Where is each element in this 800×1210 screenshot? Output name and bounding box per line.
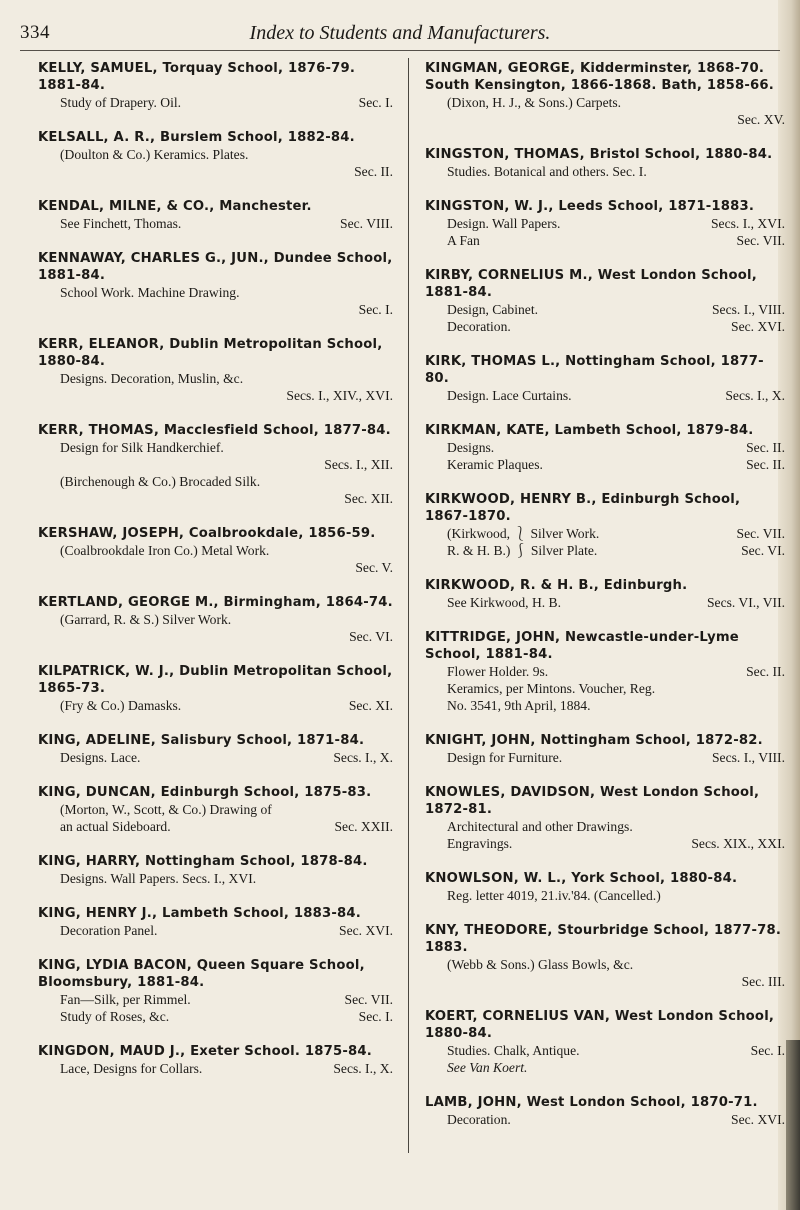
entry-line — [425, 387, 785, 404]
section-ref: Secs. I., XII. — [324, 457, 393, 472]
index-entry — [425, 146, 785, 180]
entry-heading: KERTLAND, GEORGE M., Birmingham, 1864-74. — [38, 595, 393, 610]
index-entry — [425, 422, 785, 473]
index-entry — [425, 267, 785, 335]
entry-line — [425, 1042, 785, 1059]
entry-text: See Finchett, Thomas. — [60, 216, 182, 231]
section-ref: Sec. I. — [358, 95, 393, 110]
entry-heading: KINGMAN, GEORGE, Kidderminster, 1868-70. South Kensington, 1866-1868. Bath, 1858-66. — [425, 61, 774, 93]
header-rule — [20, 50, 780, 51]
index-entry — [425, 577, 785, 611]
index-entry — [38, 853, 393, 887]
entry-text: R. & H. B.) ⎰ Silver Plate. — [447, 543, 598, 558]
index-entry — [38, 732, 393, 766]
entry-heading: KELSALL, A. R., Burslem School, 1882-84. — [38, 130, 355, 145]
index-entry — [425, 1094, 785, 1128]
entry-heading: KING, HARRY, Nottingham School, 1878-84. — [38, 854, 368, 869]
index-entry — [38, 957, 393, 1025]
section-ref: Sec. VI. — [741, 543, 785, 558]
entry-line — [38, 1060, 393, 1077]
entry-line — [425, 456, 785, 473]
section-ref: Sec. I. — [358, 302, 393, 317]
entry-text: Study of Roses, &c. — [60, 1009, 170, 1024]
section-ref: Sec. V. — [355, 560, 393, 575]
entry-line: Keramics, per Mintons. Voucher, Reg. — [447, 681, 656, 696]
entry-line: (Dixon, H. J., & Sons.) Carpets. — [447, 95, 622, 110]
entry-line — [38, 1008, 393, 1025]
index-entry — [38, 784, 393, 835]
index-entry — [38, 60, 393, 111]
entry-heading: KITTRIDGE, JOHN, Newcastle-under-Lyme School, 1881-84. — [425, 630, 739, 662]
entry-line: Reg. letter 4019, 21.iv.'84. (Cancelled.) — [447, 888, 661, 903]
entry-heading: KIRK, THOMAS L., Nottingham School, 1877-80. — [425, 354, 764, 386]
entry-line: Designs. Wall Papers. Secs. I., XVI. — [60, 871, 257, 886]
entry-text: Engravings. — [447, 836, 513, 851]
index-entry — [425, 784, 785, 852]
index-entry — [38, 336, 393, 404]
entry-heading: KNIGHT, JOHN, Nottingham School, 1872-82. — [425, 733, 763, 748]
index-entry — [38, 594, 393, 645]
section-ref: Sec. XVI. — [731, 1112, 785, 1127]
entry-heading: KIRKMAN, KATE, Lambeth School, 1879-84. — [425, 423, 754, 438]
entry-line — [425, 232, 785, 249]
entry-heading: KINGSTON, THOMAS, Bristol School, 1880-84. — [425, 147, 773, 162]
section-ref: Sec. I. — [358, 1009, 393, 1024]
entry-line — [425, 439, 785, 456]
entry-line: Design for Silk Handkerchief. — [60, 440, 224, 455]
entry-line — [425, 525, 785, 542]
entry-line — [425, 749, 785, 766]
running-title: Index to Students and Manufacturers. — [249, 22, 551, 44]
entry-heading: KING, DUNCAN, Edinburgh School, 1875-83. — [38, 785, 372, 800]
index-entry — [38, 422, 393, 507]
entry-text: Fan—Silk, per Rimmel. — [60, 992, 191, 1007]
entry-line: No. 3541, 9th April, 1884. — [447, 698, 591, 713]
entry-heading: KIRBY, CORNELIUS M., West London School, 1881-84. — [425, 268, 757, 300]
entry-line — [425, 301, 785, 318]
column-divider — [408, 58, 409, 1153]
entry-line — [425, 835, 785, 852]
entry-text: Design for Furniture. — [447, 750, 563, 765]
index-entry — [38, 198, 393, 232]
entry-line — [425, 215, 785, 232]
entry-text: Design. Lace Curtains. — [447, 388, 572, 403]
entry-text: Study of Drapery. Oil. — [60, 95, 182, 110]
entry-text: Decoration. — [447, 319, 511, 334]
section-ref: Sec. II. — [354, 164, 393, 179]
index-entry — [425, 60, 785, 128]
entry-text: Flower Holder. 9s. — [447, 664, 549, 679]
entry-heading: KILPATRICK, W. J., Dublin Metropolitan School, 1865-73. — [38, 664, 393, 696]
entry-text: Decoration. — [447, 1112, 511, 1127]
entry-text: (Fry & Co.) Damasks. — [60, 698, 182, 713]
section-ref: Sec. VI. — [349, 629, 393, 644]
entry-text: Design. Wall Papers. — [447, 216, 561, 231]
index-entry — [425, 491, 785, 559]
index-entry — [38, 1043, 393, 1077]
section-ref: Secs. I., X. — [333, 1061, 393, 1076]
index-entry — [425, 353, 785, 404]
section-ref: Sec. XII. — [344, 491, 393, 506]
section-ref: Secs. VI., VII. — [706, 595, 785, 610]
section-ref: Sec. VII. — [736, 233, 785, 248]
entry-line — [425, 594, 785, 611]
index-entry — [425, 1008, 785, 1076]
entry-line: (Doulton & Co.) Keramics. Plates. — [60, 147, 249, 162]
entry-heading: KING, LYDIA BACON, Queen Square School, Bloomsbury, 1881-84. — [38, 958, 365, 990]
entry-line: Studies. Botanical and others. Sec. I. — [447, 164, 647, 179]
page-header — [20, 22, 780, 44]
entry-heading: KIRKWOOD, R. & H. B., Edinburgh. — [425, 578, 688, 593]
entry-heading: KERSHAW, JOSEPH, Coalbrookdale, 1856-59. — [38, 526, 376, 541]
entry-text: A Fan — [447, 233, 480, 248]
entry-line: School Work. Machine Drawing. — [60, 285, 240, 300]
entry-heading: KINGSTON, W. J., Leeds School, 1871-1883. — [425, 199, 755, 214]
section-ref: Secs. I., X. — [725, 388, 785, 403]
index-entry — [425, 732, 785, 766]
entry-heading: KINGDON, MAUD J., Exeter School. 1875-84. — [38, 1044, 372, 1059]
section-ref: Secs. I., XIV., XVI. — [286, 388, 393, 403]
entry-line: (Webb & Sons.) Glass Bowls, &c. — [447, 957, 634, 972]
section-ref: Sec. XVI. — [339, 923, 393, 938]
right-column — [425, 60, 785, 1190]
section-ref: Sec. II. — [746, 457, 785, 472]
section-ref: Sec. I. — [750, 1043, 785, 1058]
entry-heading: KIRKWOOD, HENRY B., Edinburgh School, 1867-1870. — [425, 492, 741, 524]
entry-heading: KOERT, CORNELIUS VAN, West London School, 1880-84. — [425, 1009, 775, 1041]
section-ref: Sec. XV. — [737, 112, 785, 127]
entry-heading: KNOWLES, DAVIDSON, West London School, 1872-81. — [425, 785, 760, 817]
entry-line: (Coalbrookdale Iron Co.) Metal Work. — [60, 543, 270, 558]
entry-line: See Van Koert. — [447, 1060, 528, 1075]
entry-heading: KNY, THEODORE, Stourbridge School, 1877-78. 1883. — [425, 923, 782, 955]
entry-line — [425, 1111, 785, 1128]
section-ref: Sec. III. — [741, 974, 785, 989]
section-ref: Sec. XVI. — [731, 319, 785, 334]
entry-line — [38, 94, 393, 111]
index-entry — [38, 663, 393, 714]
entry-text: Studies. Chalk, Antique. — [447, 1043, 580, 1058]
entry-text: Lace, Designs for Collars. — [60, 1061, 203, 1076]
entry-heading: KERR, THOMAS, Macclesfield School, 1877-84. — [38, 423, 391, 438]
entry-line — [38, 922, 393, 939]
section-ref: Secs. I., X. — [333, 750, 393, 765]
entry-heading: KELLY, SAMUEL, Torquay School, 1876-79. 1881-84. — [38, 61, 356, 93]
entry-line — [38, 991, 393, 1008]
index-entry — [38, 129, 393, 180]
entry-line: Designs. Decoration, Muslin, &c. — [60, 371, 244, 386]
section-ref: Sec. VII. — [736, 526, 785, 541]
section-ref: Secs. XIX., XXI. — [691, 836, 785, 851]
page-number: 334 — [20, 22, 50, 43]
section-ref: Sec. II. — [746, 664, 785, 679]
entry-text: (Kirkwood, ⎱ Silver Work. — [447, 526, 600, 541]
entry-heading: KENNAWAY, CHARLES G., JUN., Dundee School, 1881-84. — [38, 251, 393, 283]
entry-heading: LAMB, JOHN, West London School, 1870-71. — [425, 1095, 758, 1110]
entry-line — [425, 542, 785, 559]
entry-line — [38, 749, 393, 766]
index-entry — [425, 870, 785, 904]
entry-line: (Morton, W., Scott, & Co.) Drawing of — [60, 802, 272, 817]
entry-heading: KERR, ELEANOR, Dublin Metropolitan School, 1880-84. — [38, 337, 383, 369]
section-ref: Secs. I., XVI. — [711, 216, 785, 231]
entry-heading: KING, HENRY J., Lambeth School, 1883-84. — [38, 906, 361, 921]
index-entry — [38, 525, 393, 576]
left-column — [38, 60, 393, 1190]
entry-line — [425, 663, 785, 680]
entry-heading: KENDAL, MILNE, & CO., Manchester. — [38, 199, 312, 214]
entry-text: an actual Sideboard. — [60, 819, 171, 834]
entry-line — [38, 818, 393, 835]
entry-text: Keramic Plaques. — [447, 457, 543, 472]
section-ref: Secs. I., VIII. — [712, 750, 785, 765]
entry-text: Designs. — [447, 440, 495, 455]
section-ref: Sec. XXII. — [334, 819, 393, 834]
index-entry — [38, 905, 393, 939]
entry-text: Designs. Lace. — [60, 750, 141, 765]
entry-line — [38, 697, 393, 714]
index-entry — [38, 250, 393, 318]
page-edge-shadow — [786, 1040, 800, 1210]
entry-line: Architectural and other Drawings. — [447, 819, 633, 834]
entry-line — [425, 318, 785, 335]
entry-heading: KING, ADELINE, Salisbury School, 1871-84. — [38, 733, 365, 748]
index-entry — [425, 629, 785, 714]
entry-line: (Birchenough & Co.) Brocaded Silk. — [60, 474, 261, 489]
index-entry — [425, 922, 785, 990]
entry-text: Decoration Panel. — [60, 923, 158, 938]
section-ref: Sec. VII. — [344, 992, 393, 1007]
section-ref: Sec. VIII. — [340, 216, 393, 231]
entry-line — [38, 215, 393, 232]
entry-heading: KNOWLSON, W. L., York School, 1880-84. — [425, 871, 738, 886]
index-entry — [425, 198, 785, 249]
section-ref: Sec. II. — [746, 440, 785, 455]
section-ref: Secs. I., VIII. — [712, 302, 785, 317]
entry-line: (Garrard, R. & S.) Silver Work. — [60, 612, 232, 627]
section-ref: Sec. XI. — [348, 698, 393, 713]
entry-text: Design, Cabinet. — [447, 302, 538, 317]
entry-text: See Kirkwood, H. B. — [447, 595, 562, 610]
